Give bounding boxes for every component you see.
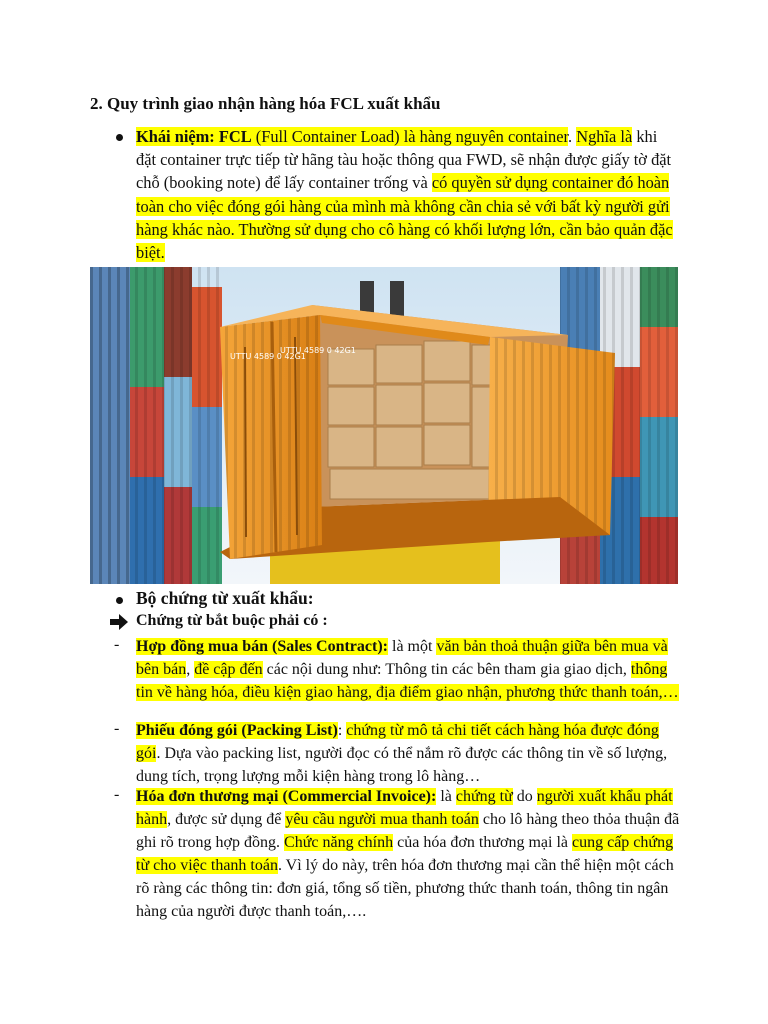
doc-sales-contract: Hợp đồng mua bán (Sales Contract): là một văn bản thoả thuận giữa bên mua và bên bán, đề cập đến các nội dung như: Thông tin các bên tham gia giao dịch, thông tin về hàng hóa, điều kiện giao hàng, địa điểm giao nhận, phương thức thanh toán,… bbox=[136, 638, 679, 701]
docs-heading: Bộ chứng từ xuất khẩu: bbox=[136, 588, 314, 608]
concept-term: FCL bbox=[218, 127, 252, 146]
doc-packing-list: Phiếu đóng gói (Packing List): chứng từ mô tả chi tiết cách hàng hóa được đóng gói. Dựa vào packing list, người đọc có thể nắm rõ được các thông tin về số lượng, dung tích, trọng lượng mỗi kiện hàng trong lô hàng… bbox=[136, 722, 668, 785]
mandatory-label: Chứng từ bắt buộc phải có : bbox=[136, 612, 328, 629]
shipping-container-photo bbox=[90, 267, 678, 584]
concept-paragraph: Khái niệm: FCL (Full Container Load) là hàng nguyên container. Nghĩa là khi đặt container trực tiếp từ hãng tàu hoặc thông qua FWD, sẽ nhận được giấy tờ đặt chỗ (booking note) để lấy container trống và có quyền sử dụng container đó hoàn toàn cho việc đóng gói hàng của mình mà không cần chia sẻ với bất kỳ người gửi hàng khác nào. Thường sử dụng cho cô hàng có khối lượng lớn, cần bảo quản đặc biệt. bbox=[136, 127, 673, 263]
arrow-right-icon bbox=[110, 614, 128, 630]
section-title: 2. Quy trình giao nhận hàng hóa FCL xuất khẩu bbox=[90, 94, 441, 113]
container-code-right: UTTU 4589 0 42G1 bbox=[280, 346, 356, 355]
list-dash: - bbox=[114, 786, 120, 803]
doc-commercial-invoice: Hóa đơn thương mại (Commercial Invoice): là chứng từ do người xuất khẩu phát hành, được sử dụng để yêu cầu người mua thanh toán cho lô hàng theo thỏa thuận đã ghi rõ trong hợp đồng. Chức năng chính của hóa đơn thương mại là cung cấp chứng từ cho việc thanh toán. Vì lý do này, trên hóa đơn thương mại cần thể hiện một cách rõ ràng các thông tin: đơn giá, tổng số tiền, phương thức thanh toán, thông tin ngân hàng của người được thanh toán,…. bbox=[136, 788, 680, 920]
bullet-icon bbox=[116, 597, 123, 604]
bullet-icon bbox=[116, 134, 123, 141]
list-dash: - bbox=[114, 720, 120, 737]
container-code-left: UTTU 4589 0 42G1 bbox=[230, 352, 306, 361]
list-dash: - bbox=[114, 636, 120, 653]
concept-definition: (Full Container Load) là hàng nguyên container bbox=[251, 127, 569, 146]
concept-label: Khái niệm: bbox=[136, 127, 215, 146]
